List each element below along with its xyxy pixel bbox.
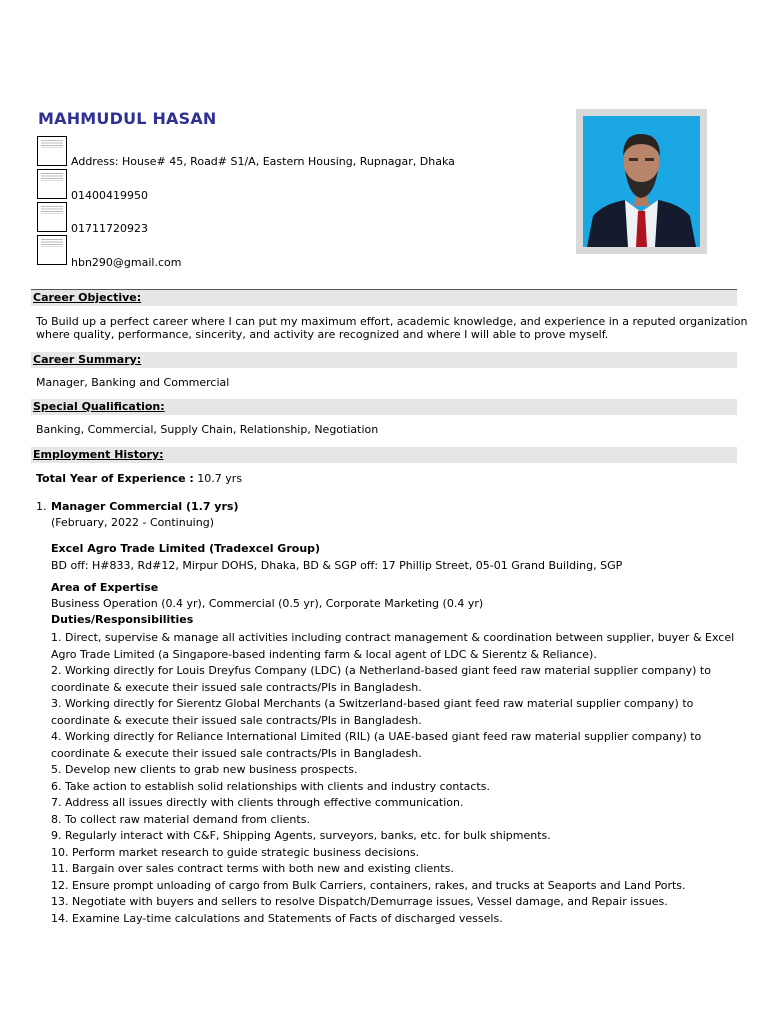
- duty-line: 12. Ensure prompt unloading of cargo from Bulk Carriers, containers, rakes, and trucks at Seaports and Land Ports.: [51, 878, 686, 892]
- job-title: Manager Commercial (1.7 yrs): [51, 500, 239, 513]
- phone-icon: [37, 169, 67, 199]
- duty-line: 7. Address all issues directly with clients through effective communication.: [51, 796, 464, 809]
- duty-line: Agro Trade Limited (a Singapore-based indenting farm & local agent of LDC & Sierentz & Reliance).: [51, 647, 597, 661]
- total-experience-label: Total Year of Experience :: [36, 472, 194, 485]
- expertise-text: Business Operation (0.4 yr), Commercial (0.5 yr), Corporate Marketing (0.4 yr): [51, 597, 484, 610]
- phone2-text: 01711720923: [71, 222, 148, 235]
- duty-line: 3. Working directly for Sierentz Global Merchants (a Switzerland-based giant feed raw material supplier company) to: [51, 697, 694, 710]
- contact-phone1-row: [37, 169, 557, 201]
- profile-photo-frame: [576, 109, 707, 254]
- total-experience: [36, 472, 242, 486]
- duty-line: 6. Take action to establish solid relationships with clients and industry contacts.: [51, 779, 490, 793]
- duty-line: coordinate & execute their issued sale contracts/PIs in Bangladesh.: [51, 746, 422, 760]
- duty-line: 11. Bargain over sales contract terms with both new and existing clients.: [51, 862, 454, 875]
- career-objective-line2: where quality, performance, sincerity, and activity are recognized and where I will able to prove myself.: [36, 328, 609, 341]
- phone1-text: 01400419950: [71, 189, 148, 202]
- candidate-name: MAHMUDUL HASAN: [38, 109, 217, 128]
- duty-line: 9. Regularly interact with C&F, Shipping Agents, surveyors, banks, etc. for bulk shipments.: [51, 829, 551, 842]
- duty-line: 8. To collect raw material demand from clients.: [51, 812, 310, 826]
- mobile-icon: [37, 202, 67, 232]
- contact-address-row: [37, 136, 557, 168]
- duties-heading: Duties/Responsibilities: [51, 613, 194, 626]
- career-summary-header: [31, 352, 737, 368]
- duty-line: 13. Negotiate with buyers and sellers to resolve Dispatch/Demurrage issues, Vessel damage, and Repair issues.: [51, 895, 668, 908]
- career-objective-header: [31, 290, 737, 306]
- email-icon: [37, 235, 67, 265]
- company-office: BD off: H#833, Rd#12, Mirpur DOHS, Dhaka, BD & SGP off: 17 Phillip Street, 05-01 Grand Building, SGP: [51, 559, 623, 572]
- duty-line: 14. Examine Lay-time calculations and Statements of Facts of discharged vessels.: [51, 911, 503, 925]
- address-icon: [37, 136, 67, 166]
- employment-history-header: [31, 447, 737, 463]
- duties-list: [51, 630, 734, 927]
- company-name: Excel Agro Trade Limited (Tradexcel Group): [51, 542, 321, 555]
- career-summary-text: Manager, Banking and Commercial: [36, 376, 230, 389]
- career-objective-heading: Career Objective:: [33, 291, 142, 304]
- duty-line: 5. Develop new clients to grab new business prospects.: [51, 763, 358, 776]
- duty-line: 2. Working directly for Louis Dreyfus Company (LDC) (a Netherland-based giant feed raw material supplier company) to: [51, 664, 711, 677]
- duty-line: 1. Direct, supervise & manage all activities including contract management & coordination between supplier, buyer & Excel: [51, 631, 735, 644]
- total-experience-value: 10.7 yrs: [197, 472, 243, 485]
- career-objective-line1: To Build up a perfect career where I can put my maximum effort, academic knowledge, and experience in a reputed organization: [36, 315, 748, 328]
- profile-photo: [583, 116, 700, 247]
- contact-phone2-row: [37, 202, 557, 234]
- duty-line: 4. Working directly for Reliance International Limited (RIL) (a UAE-based giant feed raw material supplier company) to: [51, 730, 702, 743]
- duty-line: 10. Perform market research to guide strategic business decisions.: [51, 845, 420, 859]
- job-period: (February, 2022 - Continuing): [51, 516, 214, 529]
- special-qualification-header: [31, 399, 737, 415]
- duty-line: coordinate & execute their issued sale contracts/PIs in Bangladesh.: [51, 680, 422, 694]
- duty-line: coordinate & execute their issued sale contracts/PIs in Bangladesh.: [51, 713, 422, 727]
- expertise-heading: Area of Expertise: [51, 581, 159, 594]
- employment-history-heading: Employment History:: [33, 448, 164, 461]
- contact-email-row: [37, 235, 557, 267]
- special-qualification-text: Banking, Commercial, Supply Chain, Relationship, Negotiation: [36, 423, 379, 436]
- address-text: Address: House# 45, Road# S1/A, Eastern Housing, Rupnagar, Dhaka: [71, 155, 455, 168]
- career-summary-heading: Career Summary:: [33, 353, 142, 366]
- special-qualification-heading: Special Qualification:: [33, 400, 165, 413]
- job-number: 1.: [36, 500, 47, 513]
- email-text: hbn290@gmail.com: [71, 256, 182, 269]
